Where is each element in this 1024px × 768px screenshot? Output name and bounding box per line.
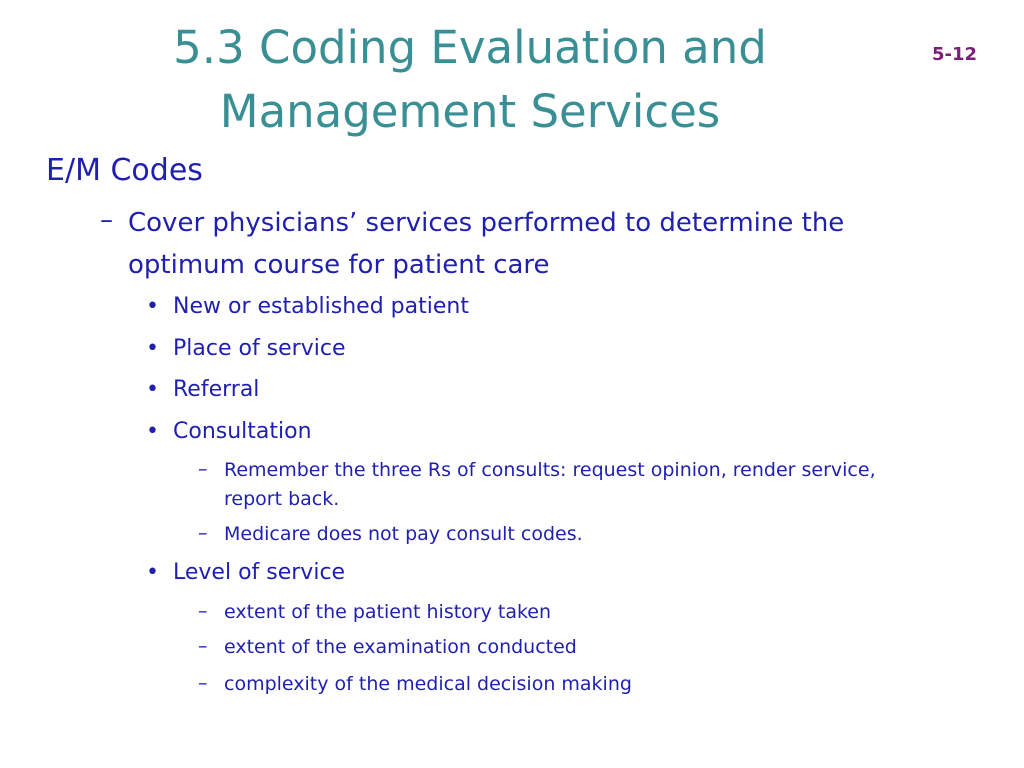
bullet-referral: Referral: [173, 377, 260, 402]
subpoint-line-2: optimum course for patient care: [128, 250, 550, 280]
dash-marker: –: [198, 458, 208, 480]
dash-marker: –: [198, 522, 208, 544]
bullet-place-of-service: Place of service: [173, 336, 346, 361]
consultation-note-line-2: report back.: [224, 488, 340, 510]
dash-marker: –: [198, 600, 208, 622]
consultation-note-medicare: Medicare does not pay consult codes.: [224, 523, 583, 545]
bullet-marker: •: [146, 294, 159, 319]
bullet-marker: •: [146, 336, 159, 361]
level-note-examination: extent of the examination conducted: [224, 636, 577, 658]
heading-em-codes: E/M Codes: [46, 153, 203, 188]
dash-marker: –: [100, 205, 113, 235]
slide-number: 5-12: [932, 44, 978, 65]
level-note-history: extent of the patient history taken: [224, 601, 552, 623]
dash-marker: –: [198, 672, 208, 694]
bullet-marker: •: [146, 419, 159, 444]
bullet-level-of-service: Level of service: [173, 560, 346, 585]
consultation-note-line-1: Remember the three Rs of consults: request opinion, render service,: [224, 459, 876, 481]
slide-title-line-1: 5.3 Coding Evaluation and: [173, 21, 767, 74]
bullet-marker: •: [146, 377, 159, 402]
level-note-decision-making: complexity of the medical decision making: [224, 673, 632, 695]
bullet-marker: •: [146, 560, 159, 585]
bullet-consultation: Consultation: [173, 419, 312, 444]
dash-marker: –: [198, 635, 208, 657]
bullet-new-or-established: New or established patient: [173, 294, 469, 319]
subpoint-line-1: Cover physicians’ services performed to determine the: [128, 208, 845, 238]
slide-title-line-2: Management Services: [219, 85, 721, 138]
